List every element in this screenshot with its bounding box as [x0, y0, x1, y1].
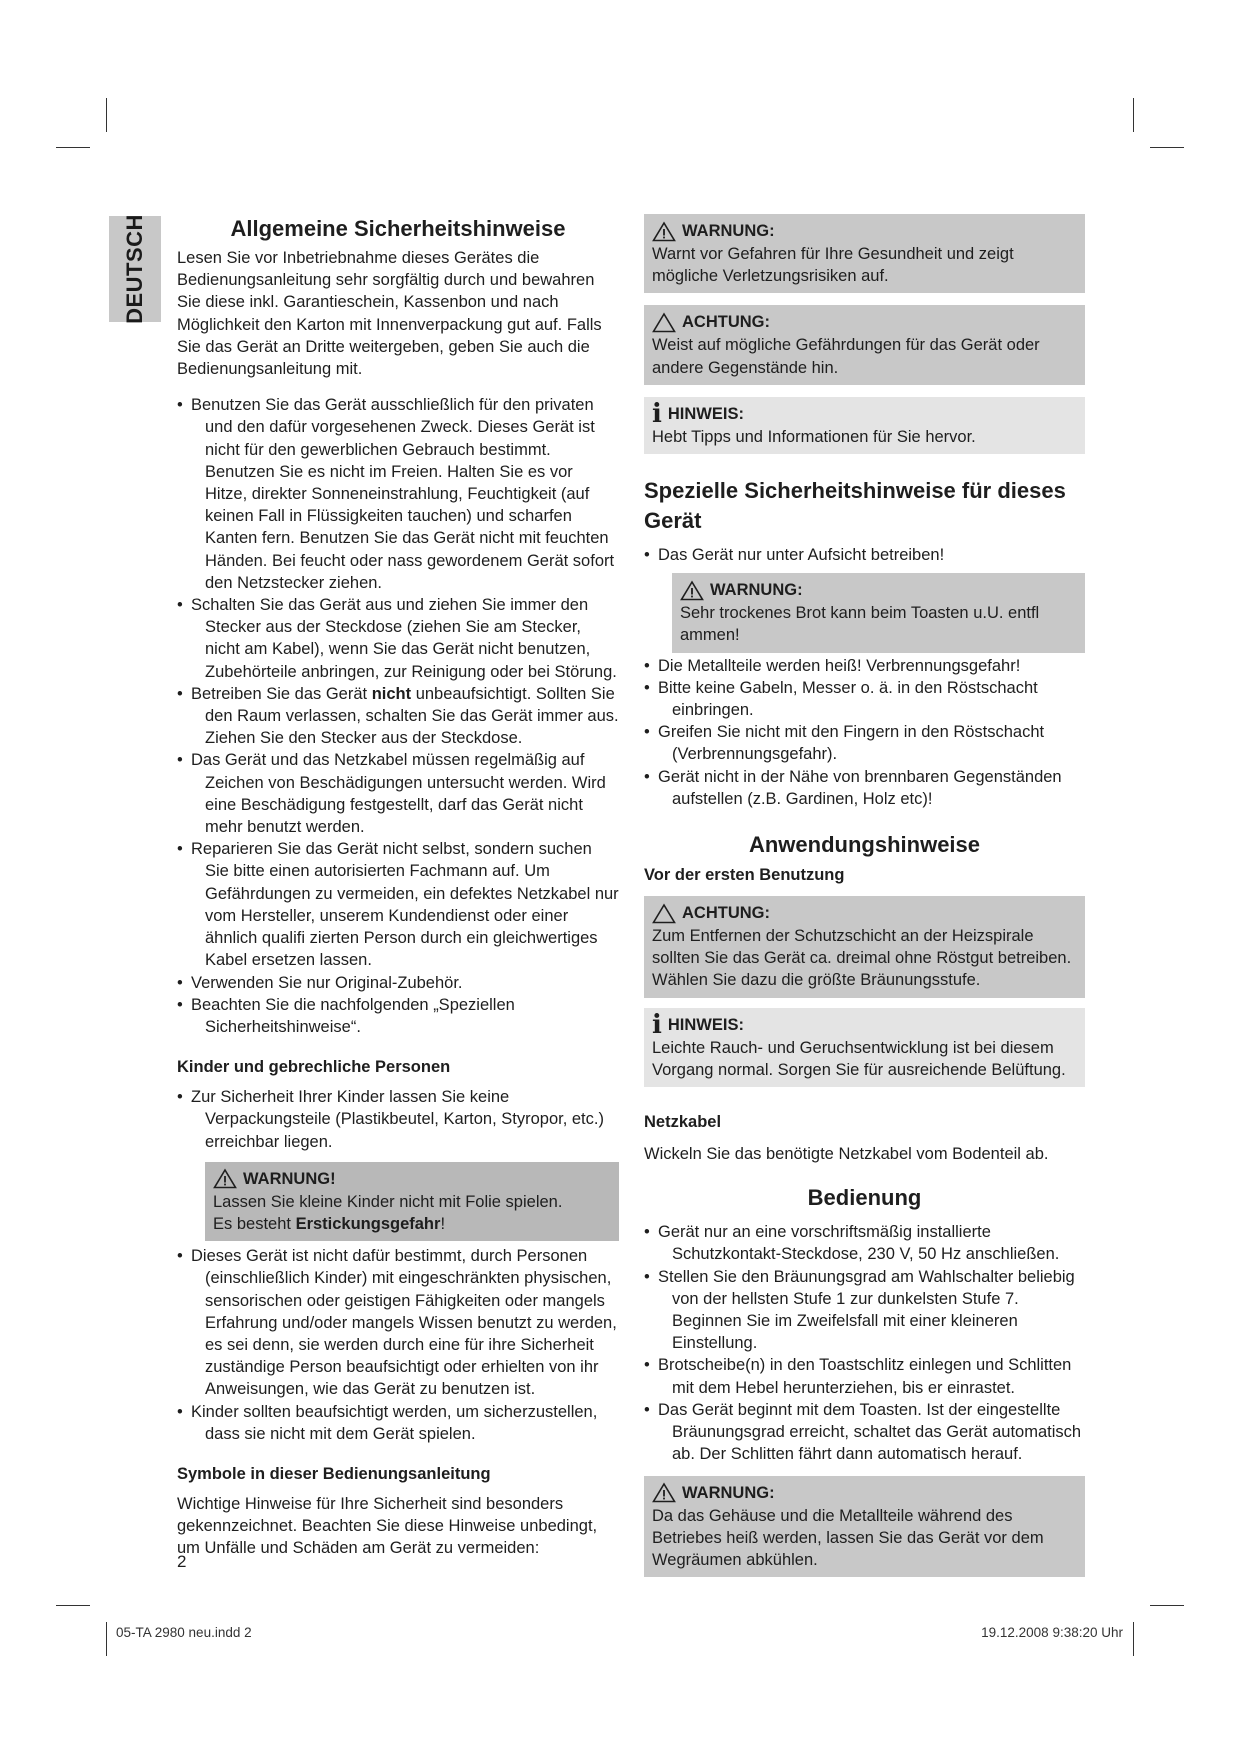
operation-heading: Bedienung	[807, 1185, 922, 1211]
print-slug-date: 19.12.2008 9:38:20 Uhr	[981, 1625, 1123, 1640]
list-item: • Verwenden Sie nur Original-Zubehör.	[177, 972, 619, 994]
caution-title	[652, 901, 1077, 925]
emphasis-text: Erstickungsgefahr	[295, 1214, 441, 1233]
list-item: • Brotscheibe(n) in den Toastschlitz einlegen und Schlitten mit dem Hebel herunterziehen, bis er einrastet.	[644, 1354, 1085, 1398]
list-item: • Benutzen Sie das Gerät ausschließlich für den privaten und den dafür vorgesehenen Zweck. Dieses Gerät ist nicht für den gewerblichen Gebrauch bestimmt. Benutzen Sie es nicht im Freien. Halten Sie es vor Hitze, direkter Sonneneinstrahlung, Feuchtigkeit (auf keinen Fall in Flüssigkeiten tauchen) und scharfen Kanten fern. Benutzen Sie das Gerät nicht mit feuchten Händen. Bei feucht oder nass gewordenem Gerät sofort den Netzstecker ziehen.	[177, 394, 619, 594]
crop-mark	[1150, 147, 1184, 148]
note-text: Hebt Tipps und Informationen für Sie hervor.	[652, 427, 976, 446]
caution-box	[644, 896, 1085, 998]
crop-mark	[106, 1622, 107, 1656]
list-item: • Reparieren Sie das Gerät nicht selbst, sondern suchen Sie bitte einen autorisierten Fachmann auf. Um Gefährdungen zu vermeiden, ein defektes Netzkabel nur vom Hersteller, unserem Kundendienst oder einer ähnlich qualifi zierten Person durch ein gleichwertiges Kabel ersetzen lassen.	[177, 838, 619, 971]
list-item: • Beachten Sie die nachfolgenden „Speziellen Sicherheitshinweise“.	[177, 994, 619, 1038]
info-icon: i	[652, 398, 662, 429]
power-cord-heading: Netzkabel	[644, 1113, 722, 1132]
list-item: • Die Metallteile werden heiß! Verbrennungsgefahr!	[644, 655, 1085, 677]
emphasis-text: nicht	[371, 684, 412, 703]
device-safety-list	[644, 544, 1085, 566]
list-item: • Stellen Sie den Bräunungsgrad am Wahlschalter beliebig von der hellsten Stufe 1 zur dunkelsten Stufe 7. Beginnen Sie im Zweifelsfall mit einer kleineren Einstellung.	[644, 1266, 1085, 1355]
crop-mark	[1133, 1622, 1134, 1656]
list-item-text: Betreiben Sie das Gerät	[191, 684, 372, 703]
language-label: DEUTSCH	[122, 214, 147, 324]
symbols-paragraph: Wichtige Hinweise für Ihre Sicherheit sind besonders gekennzeichnet. Beachten Sie diese Hinweise unbedingt, um Unfälle und Schäden am Gerät zu vermeiden:	[177, 1494, 598, 1558]
list-item: • Kinder sollten beaufsichtigt werden, um sicherzustellen, dass sie nicht mit dem Gerät spielen.	[177, 1401, 619, 1445]
print-slug-file: 05-TA 2980 neu.indd 2	[116, 1625, 252, 1640]
warning-text: Lassen Sie kleine Kinder nicht mit Folie spielen.	[213, 1192, 563, 1211]
note-box	[644, 397, 1085, 454]
warning-triangle-icon	[213, 1168, 237, 1189]
list-item	[177, 683, 619, 750]
warning-title-text: WARNUNG:	[682, 222, 775, 240]
caution-text: Zum Entfernen der Schutzschicht an der Heizspirale sollten Sie das Gerät ca. dreimal ohne Röstgut betreiben. Wählen Sie dazu die größte Bräunungsstufe.	[652, 927, 1072, 990]
children-list-continued	[177, 1245, 619, 1445]
crop-mark	[56, 147, 90, 148]
crop-mark	[56, 1605, 90, 1606]
list-item-text: unbeaufsichtigt. Sollten Sie den Raum verlassen, schalten Sie das Gerät immer aus. Ziehen Sie den Stecker aus der Steckdose.	[205, 684, 619, 748]
caution-title	[652, 310, 1077, 334]
caution-triangle-icon	[652, 903, 676, 924]
operation-list	[644, 1221, 1085, 1465]
page-number: 2	[177, 1552, 187, 1571]
warning-text: Warnt vor Gefahren für Ihre Gesundheit und zeigt mögliche Verletzungsrisiken auf.	[652, 245, 1014, 286]
note-text: Leichte Rauch- und Geruchsentwicklung ist bei diesem Vorgang normal. Sorgen Sie für ausreichende Belüftung.	[652, 1038, 1066, 1079]
list-item: • Gerät nicht in der Nähe von brennbaren Gegenständen aufstellen (z.B. Gardinen, Holz etc)!	[644, 766, 1085, 810]
list-item: • Dieses Gerät ist nicht dafür bestimmt, durch Personen (einschließlich Kinder) mit eingeschränkten physischen, sensorischen oder geistigen Fähigkeiten oder mangels Erfahrung und/oder mangels Wissen benutzt zu werden, es sei denn, sie werden durch eine für ihre Sicherheit zuständige Person beaufsichtigt oder erhielten von ihr Anweisungen, wie das Gerät zu benutzen ist.	[177, 1245, 619, 1400]
list-item: • Das Gerät nur unter Aufsicht betreiben!	[644, 544, 1085, 566]
list-item: • Gerät nur an eine vorschriftsmäßig installierte Schutzkontakt-Steckdose, 230 V, 50 Hz anschließen.	[644, 1221, 1085, 1265]
warning-triangle-icon	[680, 580, 704, 601]
warning-text: Sehr trockenes Brot kann beim Toasten u.U. entfl ammen!	[680, 604, 1040, 645]
list-item: • Bitte keine Gabeln, Messer o. ä. in den Röstschacht einbringen.	[644, 677, 1085, 721]
children-heading: Kinder und gebrechliche Personen	[177, 1058, 451, 1077]
children-list	[177, 1086, 619, 1153]
note-title	[652, 1009, 1077, 1040]
warning-box	[644, 1476, 1085, 1578]
note-title-text: HINWEIS:	[667, 404, 744, 423]
note-title-text: HINWEIS:	[667, 1015, 744, 1034]
symbols-heading: Symbole in dieser Bedienungsanleitung	[177, 1464, 491, 1483]
device-safety-list-continued	[644, 655, 1085, 810]
warning-title	[213, 1167, 611, 1191]
warning-triangle-icon	[652, 221, 676, 242]
device-safety-heading: Spezielle Sicherheitshinweise für dieses Gerät	[644, 478, 1066, 534]
caution-text: Weist auf mögliche Gefährdungen für das Gerät oder andere Gegenstände hin.	[652, 336, 1040, 377]
general-safety-heading: Allgemeine Sicherheitshinweise	[230, 216, 566, 241]
right-column	[644, 214, 1085, 1577]
list-item: • Greifen Sie nicht mit den Fingern in den Röstschacht (Verbrennungsgefahr).	[644, 721, 1085, 765]
caution-title-text: ACHTUNG:	[682, 904, 770, 923]
note-title	[652, 398, 1077, 429]
warning-box	[672, 573, 1085, 652]
list-item: • Zur Sicherheit Ihrer Kinder lassen Sie keine Verpackungsteile (Plastikbeutel, Karton, Styropor, etc.) erreichbar liegen.	[177, 1086, 619, 1153]
intro-paragraph: Lesen Sie vor Inbetriebnahme dieses Gerätes die Bedienungsanleitung sehr sorgfältig durch und bewahren Sie diese inkl. Garantieschein, Kassenbon und nach Möglichkeit den Karton mit Innenverpackung gut auf. Falls Sie das Gerät an Dritte weitergeben, geben Sie auch die Bedienungsanleitung mit.	[177, 249, 602, 379]
warning-title	[680, 578, 1077, 602]
warning-box	[205, 1162, 619, 1241]
warning-text: Da das Gehäuse und die Metallteile während des Betriebes heiß werden, lassen Sie das Gerät vor dem Wegräumen abkühlen.	[652, 1506, 1044, 1569]
info-icon: i	[652, 1009, 662, 1040]
first-use-heading: Vor der ersten Benutzung	[644, 866, 845, 885]
warning-text	[213, 1213, 611, 1235]
warning-triangle-icon	[652, 1482, 676, 1503]
list-item: • Das Gerät und das Netzkabel müssen regelmäßig auf Zeichen von Beschädigungen untersucht werden. Wird eine Beschädigung festgestellt, darf das Gerät nicht mehr benutzt werden.	[177, 749, 619, 838]
caution-triangle-icon	[652, 312, 676, 333]
warning-title-text: WARNUNG!	[243, 1169, 336, 1188]
crop-mark	[106, 98, 107, 132]
language-side-tab	[109, 216, 161, 322]
caution-title-text: ACHTUNG:	[682, 313, 770, 332]
list-item: • Schalten Sie das Gerät aus und ziehen Sie immer den Stecker aus der Steckdose (ziehen Sie am Stecker, nicht am Kabel), wenn Sie das Gerät nicht benutzen, Zubehörteile anbringen, zur Reinigung oder bei Störung.	[177, 594, 619, 683]
left-column	[177, 214, 619, 1560]
crop-mark	[1133, 98, 1134, 132]
warning-title	[652, 219, 1077, 243]
list-item: • Das Gerät beginnt mit dem Toasten. Ist der eingestellte Bräunungsgrad erreicht, schaltet das Gerät automatisch ab. Der Schlitten fährt dann automatisch herauf.	[644, 1399, 1085, 1466]
crop-mark	[1150, 1605, 1184, 1606]
general-safety-list	[177, 394, 619, 1038]
warning-title-text: WARNUNG:	[710, 581, 803, 600]
warning-box	[644, 214, 1085, 293]
power-cord-text: Wickeln Sie das benötigte Netzkabel vom Bodenteil ab.	[644, 1145, 1049, 1164]
usage-heading: Anwendungshinweise	[748, 832, 981, 858]
caution-box	[644, 305, 1085, 384]
note-box	[644, 1008, 1085, 1087]
warning-title	[652, 1481, 1077, 1505]
warning-text-part: Es besteht	[213, 1214, 296, 1233]
warning-text-part: !	[440, 1214, 446, 1233]
warning-title-text: WARNUNG:	[682, 1483, 775, 1502]
